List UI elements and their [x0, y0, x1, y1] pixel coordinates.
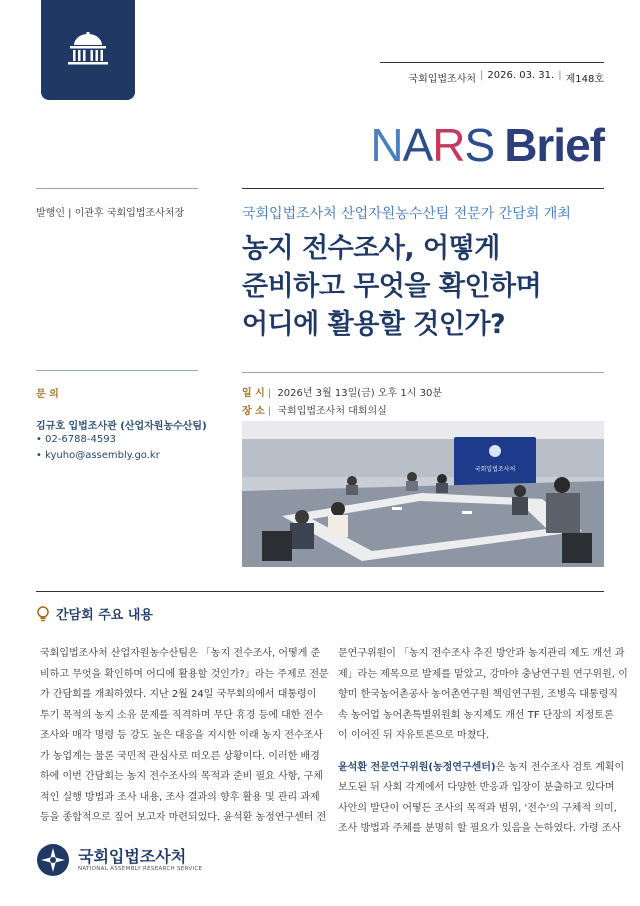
body-line: 이 이어진 뒤 자유토론으로 마쳤다. — [338, 730, 490, 741]
body-line: 비하고 무엇을 확인하며 어디에 활용할 것인가?」라는 주제로 전문 — [40, 668, 329, 680]
contact-phone: • 02-6788-4593 — [36, 434, 116, 445]
event-place-value: 국회입법조사처 대회의실 — [277, 406, 387, 417]
section-heading — [36, 604, 153, 623]
sidebar-rule-top — [36, 188, 198, 189]
event-date-value: 2026년 3월 13일(금) 오후 1시 30분 — [277, 388, 442, 399]
photo-screen-text: 국회입법조사처 — [474, 466, 516, 473]
body-column-right — [338, 644, 628, 840]
body-line: 적인 실행 방법과 조사 내용, 조사 결과의 향후 활용 및 관리 과제 — [40, 791, 320, 803]
footer-org-name: 국회입법조사처 — [78, 847, 187, 866]
header-rule — [380, 62, 604, 63]
footer-logo — [36, 843, 202, 877]
body-line: 사안의 발단이 어떻든 조사의 목적과 범위, '전수'의 구체적 의미, — [338, 802, 617, 814]
publication-org: 국회입법조사처 — [408, 74, 477, 85]
title-line: 준비하고 무엇을 확인하며 — [242, 271, 542, 302]
event-subtitle: 국회입법조사처 산업자원농수산팀 전문가 간담회 개최 — [242, 206, 571, 222]
nars-brief-logo: N A R S Brief — [370, 119, 604, 171]
event-date: 일 시 | 2026년 3월 13일(금) 오후 1시 30분 — [242, 388, 442, 399]
body-line: 조사 방법과 주체를 분명히 할 필요가 있음을 논하였다. 가령 조사 — [338, 823, 621, 834]
publication-date: 2026. 03. 31. — [487, 70, 555, 81]
publisher-line: 발행인 | 이관후 국회입법조사처장 — [36, 208, 185, 219]
speaker-highlight: 윤석환 전문연구위원(농정연구센터) — [338, 761, 496, 773]
body-line: 속 농어업 농어촌특별위원회 농지제도 개선 TF 단장의 지정토론 — [338, 709, 614, 721]
publication-issue: 제148호 — [565, 74, 604, 85]
assembly-logo-tab — [41, 0, 135, 100]
body-line: 가 간담회를 개최하였다. 지난 2월 24일 국무회의에서 대통령이 — [40, 689, 317, 700]
nars-emblem-icon — [36, 843, 70, 877]
lightbulb-icon — [36, 606, 50, 622]
meta-rule — [242, 372, 604, 373]
body-line: 윤석환 전문연구위원(농정연구센터)은 농지 전수조사 검토 계획이 — [338, 761, 625, 773]
body-line: 조사와 매각 명령 등 강도 높은 대응을 지시한 이래 농지 전수조사 — [40, 730, 323, 741]
body-column-left — [40, 644, 329, 829]
body-line: 제」라는 제목으로 발제를 맡았고, 강마야 충남연구원 연구위원, 이 — [338, 668, 628, 680]
contact-heading: 문 의 — [36, 389, 59, 400]
body-line: 향미 한국농어촌공사 농어촌연구원 책임연구원, 조병옥 대통령직 — [338, 689, 618, 700]
main-rule — [242, 188, 604, 189]
contact-email[interactable]: • kyuho@assembly.go.kr — [36, 450, 160, 461]
meeting-photo — [242, 421, 604, 567]
body-line: 하에 이번 간담회는 농지 전수조사의 목적과 준비 필요 사항, 구체 — [40, 771, 323, 782]
page-title — [242, 230, 612, 344]
footer-org-english: NATIONAL ASSEMBLY RESEARCH SERVICE — [78, 866, 203, 872]
contact-name: 김규호 입법조사관 (산업자원농수산팀) — [36, 421, 207, 432]
body-line: 가 농업계는 물론 국민적 관심사로 떠오른 상황이다. 이러한 배경 — [40, 750, 320, 762]
body-line: 보도된 뒤 사회 각계에서 다양한 반응과 입장이 분출하고 있다며 — [338, 782, 615, 793]
section-title: 간담회 주요 내용 — [56, 608, 153, 623]
event-place: 장 소 | 국회입법조사처 대회의실 — [242, 406, 387, 417]
event-place-label: 장 소 — [242, 406, 265, 417]
event-date-label: 일 시 — [242, 388, 265, 399]
section-rule — [36, 591, 604, 592]
body-line: 국회입법조사처 산업자원농수산팀은 「농지 전수조사, 어떻게 준 — [40, 648, 321, 659]
title-line: 어디에 활용할 것인가? — [242, 309, 506, 340]
publication-info: 국회입법조사처 | 2026. 03. 31. | 제148호 — [408, 70, 604, 85]
body-line: 투기 목적의 농지 소유 문제를 직격하며 무단 휴경 등에 대한 전수 — [40, 709, 323, 721]
title-line: 농지 전수조사, 어떻게 — [242, 233, 500, 264]
sidebar-rule-contact — [36, 370, 198, 371]
body-line: 등을 종합적으로 짚어 보고자 마련되었다. 윤석환 농정연구센터 전 — [40, 812, 327, 823]
body-line: 문연구위원이 「농지 전수조사 추진 방안과 농지관리 제도 개선 과 — [338, 648, 625, 659]
assembly-building-icon — [65, 32, 111, 68]
